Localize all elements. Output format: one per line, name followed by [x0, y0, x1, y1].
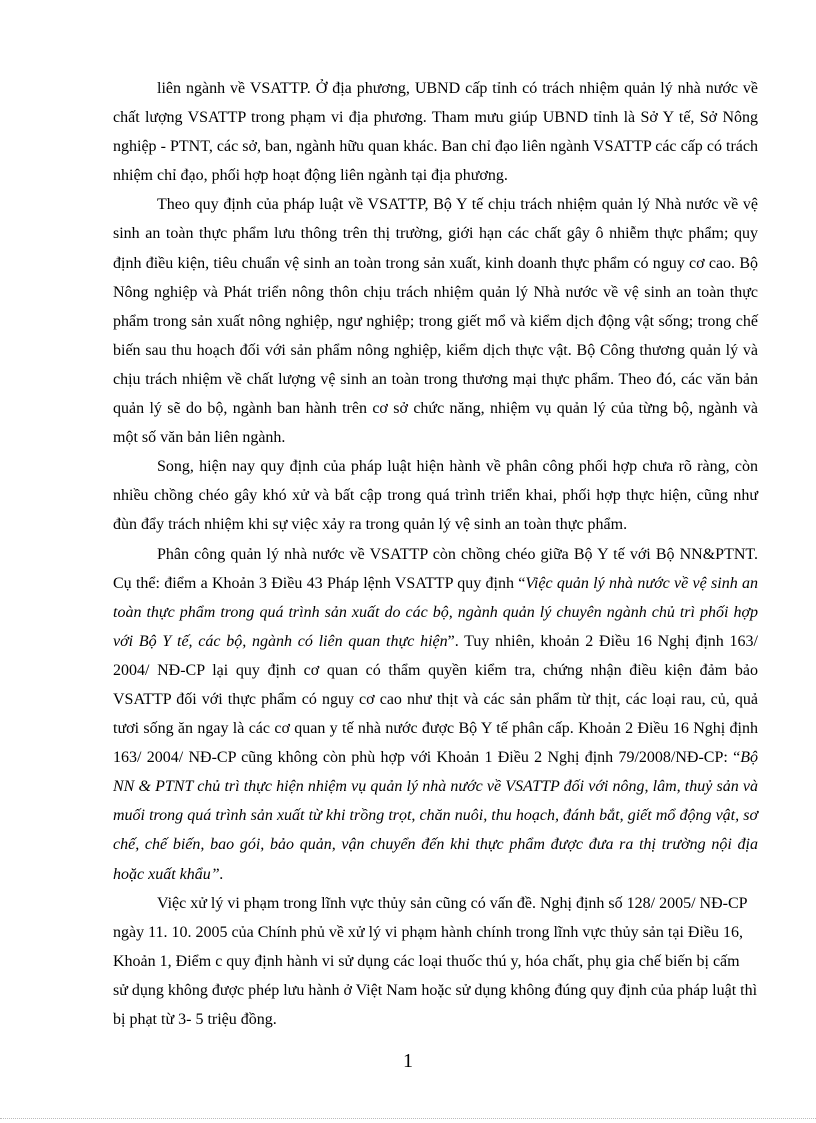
paragraph-4 — [113, 540, 758, 889]
paragraph-1 — [113, 74, 758, 190]
paragraph-5 — [113, 889, 758, 1034]
paragraph-5-text: Việc xử lý vi phạm trong lĩnh vực thủy sản cũng có vấn đề. Nghị định số 128/ 2005/ NĐ-CP ngày 11. 10. 2005 của Chính phủ về xử lý vi phạm hành chính trong lĩnh vực thủy sản tại Điều 16, Khoản 1, Điểm c quy định hành vi sử dụng các loại thuốc thú y, hóa chất, phụ gia chế biến bị cấm sử dụng không được phép lưu hành ở Việt Nam hoặc sử dụng không đúng quy định của pháp luật thì bị phạt từ 3- 5 triệu đồng. — [113, 894, 758, 1028]
paragraph-4-text-b: ”. Tuy nhiên, khoản 2 Điều 16 Nghị định 163/ 2004/ NĐ-CP lại quy định cơ quan có thẩm quyền kiểm tra, chứng nhận điều kiện đảm bảo VSATTP đối với thực phẩm có nguy cơ cao như thịt và các sản phẩm từ thịt, các loại rau, củ, quả tươi sống ăn ngay là các cơ quan y tế nhà nước được Bộ Y tế phân cấp. Khoản 2 Điều 16 Nghị định 163/ 2004/ NĐ-CP cũng không còn phù hợp với Khoản 1 Điều 2 Nghị định 79/2008/NĐ-CP: “ — [113, 632, 758, 767]
paragraph-3-text: Song, hiện nay quy định của pháp luật hiện hành về phân công phối hợp chưa rõ ràng, còn nhiều chồng chéo gây khó xử và bất cập trong quá trình triển khai, phối hợp thực hiện, cũng như đùn đẩy trách nhiệm khi sự việc xảy ra trong quản lý vệ sinh an toàn thực phẩm. — [113, 458, 758, 534]
paragraph-2-text: Theo quy định của pháp luật về VSATTP, Bộ Y tế chịu trách nhiệm quản lý Nhà nước về vệ sinh an toàn thực phẩm lưu thông trên thị trường, giới hạn các chất gây ô nhiễm thực phẩm; quy định điều kiện, tiêu chuẩn vệ sinh an toàn trong sản xuất, kinh doanh thực phẩm có nguy cơ cao. Bộ Nông nghiệp và Phát triển nông thôn chịu trách nhiệm quản lý Nhà nước về vệ sinh an toàn thực phẩm trong sản xuất nông nghiệp, ngư nghiệp; trong giết mổ và kiểm dịch động vật sống; trong chế biến sau thu hoạch đối với sản phẩm nông nghiệp, kiểm dịch thực vật. Bộ Công thương quản lý và chịu trách nhiệm về chất lượng vệ sinh an toàn trong thương mại thực phẩm. Theo đó, các văn bản quản lý sẽ do bộ, ngành ban hành trên cơ sở chức năng, nhiệm vụ quản lý của từng bộ, ngành và một số văn bản liên ngành. — [113, 196, 758, 447]
paragraph-4-quote-1: Việc quản lý nhà nước về vệ sinh an toàn thực phẩm trong quá trình sản xuất do các bộ, ngành quản lý chuyên ngành chủ trì phối hợp với Bộ Y tế, các bộ, ngành có liên quan thực hiện — [113, 574, 758, 650]
paragraph-2 — [113, 190, 758, 452]
document-body — [113, 74, 758, 1034]
paragraph-4-text-a: Phân công quản lý nhà nước về VSATTP còn chồng chéo giữa Bộ Y tế với Bộ NN&PTNT. Cụ thể: điểm a Khoản 3 Điều 43 Pháp lệnh VSATTP quy định “ — [113, 545, 758, 592]
page-number: 1 — [403, 1050, 413, 1072]
page-bottom-divider — [0, 1118, 816, 1119]
paragraph-3 — [113, 452, 758, 539]
paragraph-1-text: liên ngành về VSATTP. Ở địa phương, UBND cấp tỉnh có trách nhiệm quản lý nhà nước về chất lượng VSATTP trong phạm vi địa phương. Tham mưu giúp UBND tỉnh là Sở Y tế, Sở Nông nghiệp - PTNT, các sở, ban, ngành hữu quan khác. Ban chỉ đạo liên ngành VSATTP các cấp có trách nhiệm chỉ đạo, phối hợp hoạt động liên ngành tại địa phương. — [113, 80, 758, 185]
paragraph-4-quote-2: Bộ NN & PTNT chủ trì thực hiện nhiệm vụ quản lý nhà nước về VSATTP đối với nông, lâm, thuỷ sản và muối trong quá trình sản xuất từ khi trồng trọt, chăn nuôi, thu hoạch, đánh bắt, giết mổ động vật, sơ chế, chế biến, bao gói, bảo quản, vận chuyển đến khi thực phẩm được đưa ra thị trường nội địa hoặc xuất khẩu”. — [113, 749, 758, 883]
